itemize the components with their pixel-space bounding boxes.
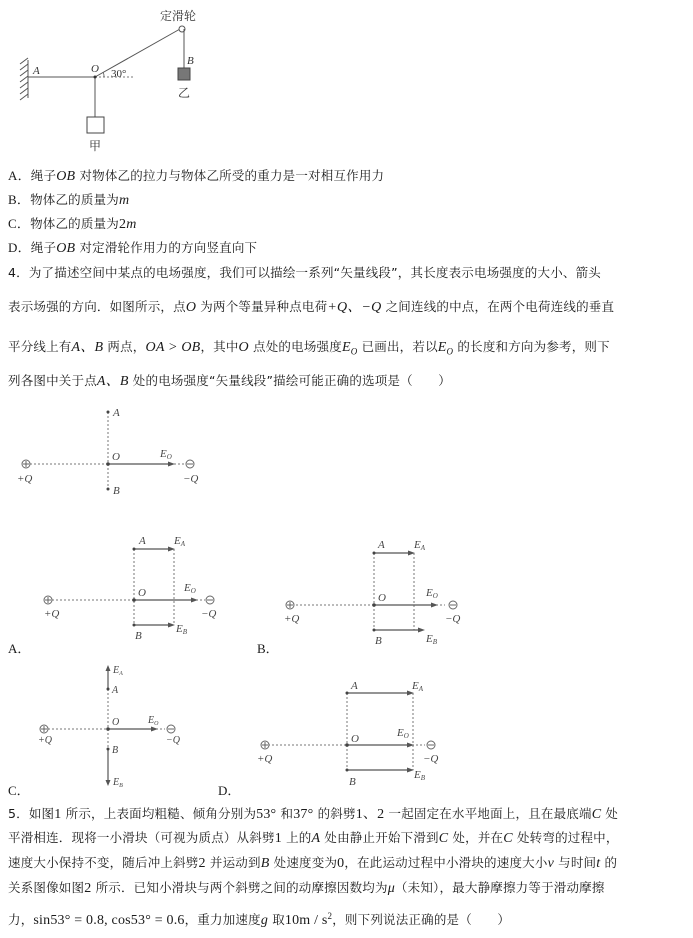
label-B: B — [135, 630, 142, 642]
label-E0: EO — [160, 448, 172, 461]
rope-OB — [95, 29, 180, 77]
label-jia: 甲 — [89, 139, 102, 153]
label-O: O — [378, 592, 386, 604]
q3-option-a[interactable]: A．绳子OB 对物体乙的拉力与物体乙所受的重力是一对相互作用力 — [8, 168, 385, 184]
label-angle: 30° — [111, 68, 127, 80]
label-plus-q: +Q — [17, 473, 33, 485]
q5-stem-line1: 5．如图1 所示，上表面均粗糙、倾角分别为53° 和37° 的斜劈1、2 一起固定在水平地面上，且在最底端C 处 — [8, 806, 619, 822]
label-B: B — [375, 635, 382, 647]
label-A: A — [112, 685, 119, 696]
q3-option-d[interactable]: D．绳子OB 对定滑轮作用力的方向竖直向下 — [8, 240, 258, 256]
label-plus-q: +Q — [284, 613, 300, 625]
E0-arrowhead — [168, 462, 175, 467]
label-A: A — [378, 539, 385, 551]
label-EB: EB — [426, 633, 438, 646]
label-E0: $E_O$ — [148, 715, 159, 727]
label-O: O — [112, 451, 120, 463]
label-EB: EB — [414, 769, 426, 782]
label-minus-q: −Q — [183, 473, 199, 485]
q4-option-b-figure[interactable] — [250, 525, 480, 655]
q4-stem-line3: 平分线上有A、B 两点，OA > OB，其中O 点处的电场强度$E_O$ 已画出，若以$E_O$ 的长度和方向为参考，则下 — [8, 339, 610, 357]
label-EA: EA — [412, 680, 424, 693]
wall-icon — [20, 58, 28, 100]
label-B: B — [112, 745, 119, 756]
q5-stem-line4: 关系图像如图2 所示．已知小滑块与两个斜劈之间的动摩擦因数均为μ（未知），最大静摩擦力等于滑动摩擦 — [8, 880, 605, 896]
label-E0: EO — [426, 587, 438, 600]
q4-option-a-label[interactable]: A． — [8, 641, 31, 656]
q4-stem-line2: 表示场强的方向．如图所示，点O 为两个等量异种点电荷+Q、−Q 之间连线的中点，在两个电荷连线的垂直 — [8, 299, 615, 315]
pulley-figure — [0, 0, 250, 160]
label-yi: 乙 — [178, 86, 191, 100]
label-O: O — [138, 587, 146, 599]
label-EB: EB — [176, 623, 188, 636]
q3-option-c[interactable]: C．物体乙的质量为2m — [8, 216, 137, 232]
mass-yi — [178, 68, 190, 80]
q4-option-c-label[interactable]: C． — [8, 783, 30, 798]
q4-option-c-figure[interactable] — [0, 655, 220, 800]
q4-option-a-figure[interactable] — [0, 525, 240, 655]
q3-option-b[interactable]: B．物体乙的质量为m — [8, 192, 130, 208]
label-A: A — [139, 535, 146, 547]
q5-stem-line3: 速度大小保持不变，随后冲上斜劈2 并运动到B 处速度变为0，在此运动过程中小滑块的速度大小v 与时间t 的 — [8, 855, 618, 871]
q4-option-d-figure[interactable] — [220, 665, 480, 800]
q4-option-b-label[interactable]: B． — [257, 641, 279, 656]
label-plus-q: +Q — [38, 735, 52, 746]
label-B: B — [187, 55, 194, 67]
label-EB: $E_B$ — [113, 777, 123, 789]
label-B: B — [113, 485, 120, 497]
label-plus-q: +Q — [44, 608, 60, 620]
q5-stem-line5: 力，sin53° = 0.8, cos53° = 0.6，重力加速度g 取$10m / s^2$，则下列说法正确的是（ ） — [8, 910, 511, 928]
label-EA: EA — [414, 539, 426, 552]
label-minus-q: −Q — [445, 613, 461, 625]
q4-main-figure — [0, 395, 240, 505]
q4-option-d-label[interactable]: D． — [218, 783, 241, 798]
label-minus-q: −Q — [166, 735, 180, 746]
label-minus-q: −Q — [201, 608, 217, 620]
angle-arc — [103, 72, 104, 77]
label-A: A — [33, 65, 40, 77]
label-pulley: 定滑轮 — [160, 9, 197, 23]
label-minus-q: −Q — [423, 753, 439, 765]
label-A: A — [113, 407, 120, 419]
label-plus-q: +Q — [257, 753, 273, 765]
mass-jia — [87, 117, 104, 133]
q5-stem-line2: 平滑相连．现将一小滑块（可视为质点）从斜劈1 上的A 处由静止开始下滑到C 处，并在C 处转弯的过程中， — [8, 830, 619, 846]
label-O: O — [112, 717, 120, 728]
label-O: O — [351, 733, 359, 745]
q4-stem-line1: 4．为了描述空间中某点的电场强度，我们可以描绘一系列“矢量线段”，其长度表示电场强度的大小、箭头 — [8, 265, 602, 280]
label-O: O — [91, 63, 99, 75]
label-EA: EA — [174, 535, 186, 548]
label-E0: EO — [184, 582, 196, 595]
label-E0: EO — [397, 727, 409, 740]
label-A: A — [351, 680, 358, 692]
label-B: B — [349, 776, 356, 788]
q4-stem-line4: 列各图中关于点A、B 处的电场强度“矢量线段”描绘可能正确的选项是（ ） — [8, 373, 451, 389]
label-EA: $E_A$ — [113, 665, 123, 677]
